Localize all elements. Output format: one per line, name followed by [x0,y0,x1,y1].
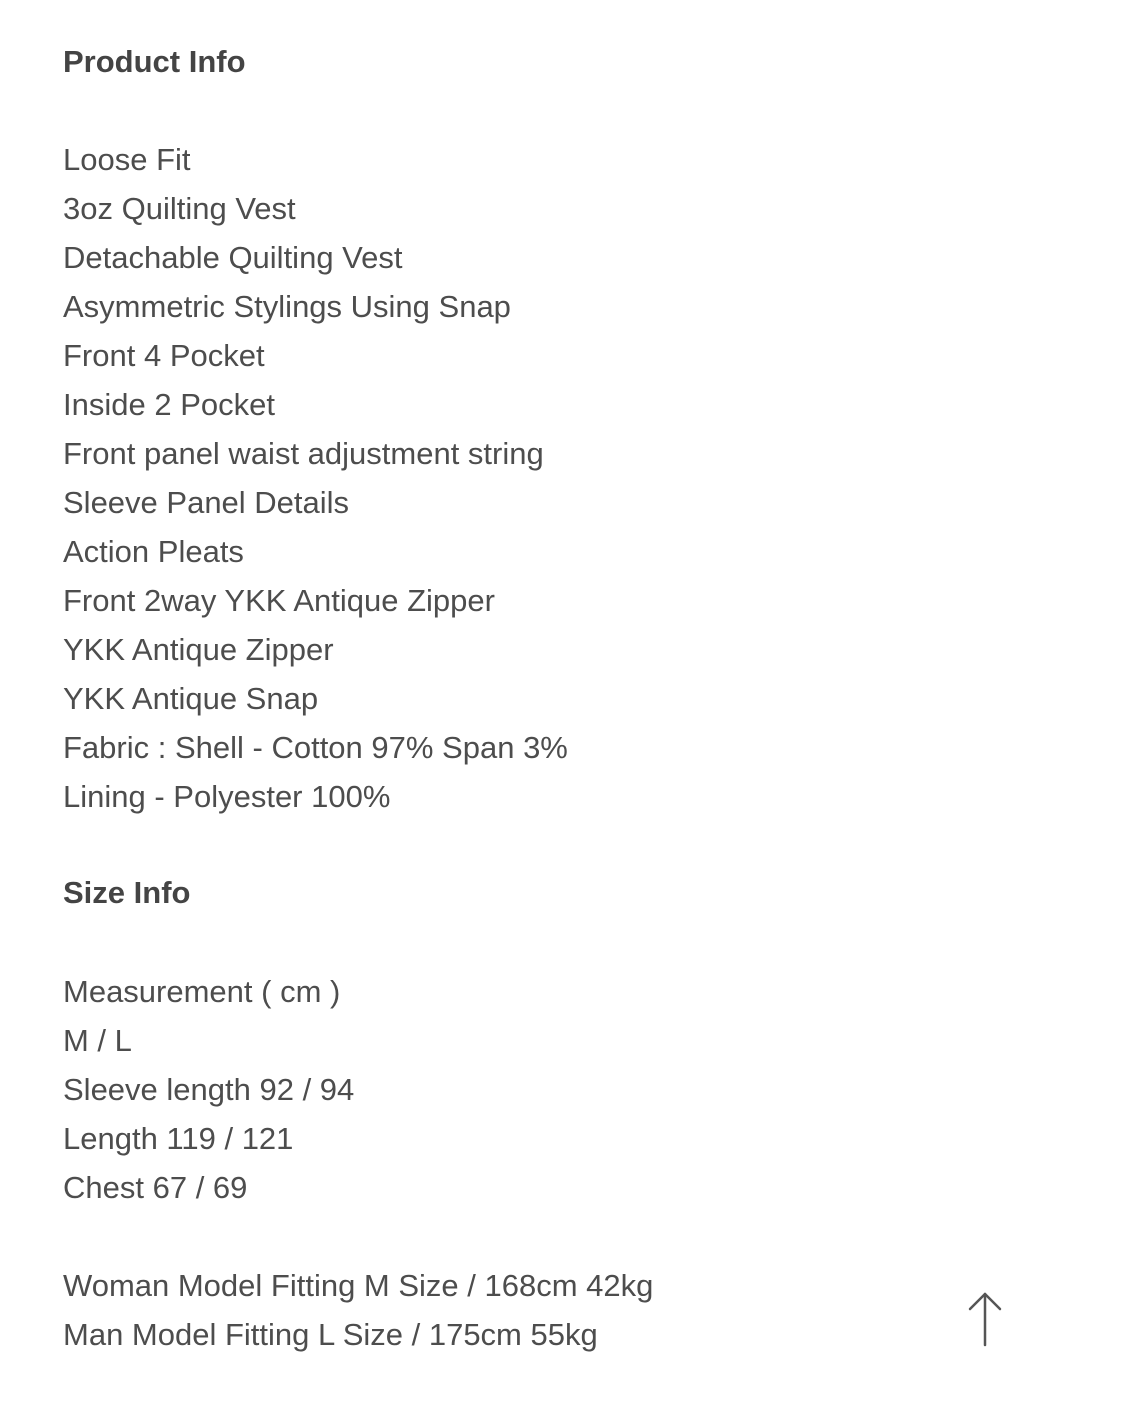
list-item: Front 4 Pocket [63,338,265,373]
list-item: Woman Model Fitting M Size / 168cm 42kg [63,1268,654,1303]
product-info-list [63,135,568,821]
list-item: Length 119 / 121 [63,1121,294,1156]
list-item: Loose Fit [63,142,191,177]
list-item: YKK Antique Zipper [63,632,334,667]
size-info-list [63,967,354,1212]
list-item: Asymmetric Stylings Using Snap [63,289,511,324]
arrow-up-icon [963,1290,1007,1348]
list-item: Measurement ( cm ) [63,974,341,1009]
list-item: M / L [63,1023,132,1058]
product-info-heading: Product Info [63,44,246,79]
list-item: Man Model Fitting L Size / 175cm 55kg [63,1317,598,1352]
list-item: Action Pleats [63,534,244,569]
list-item: Detachable Quilting Vest [63,240,403,275]
list-item: Front 2way YKK Antique Zipper [63,583,495,618]
list-item: Lining - Polyester 100% [63,779,391,814]
list-item: Sleeve length 92 / 94 [63,1072,355,1107]
size-info-heading: Size Info [63,875,191,910]
list-item: Chest 67 / 69 [63,1170,248,1205]
list-item: Inside 2 Pocket [63,387,275,422]
list-item: Sleeve Panel Details [63,485,350,520]
list-item: Front panel waist adjustment string [63,436,544,471]
list-item: 3oz Quilting Vest [63,191,296,226]
list-item: YKK Antique Snap [63,681,319,716]
scroll-to-top-button[interactable] [963,1290,1007,1348]
model-fitting-list [63,1261,653,1359]
list-item: Fabric : Shell - Cotton 97% Span 3% [63,730,568,765]
